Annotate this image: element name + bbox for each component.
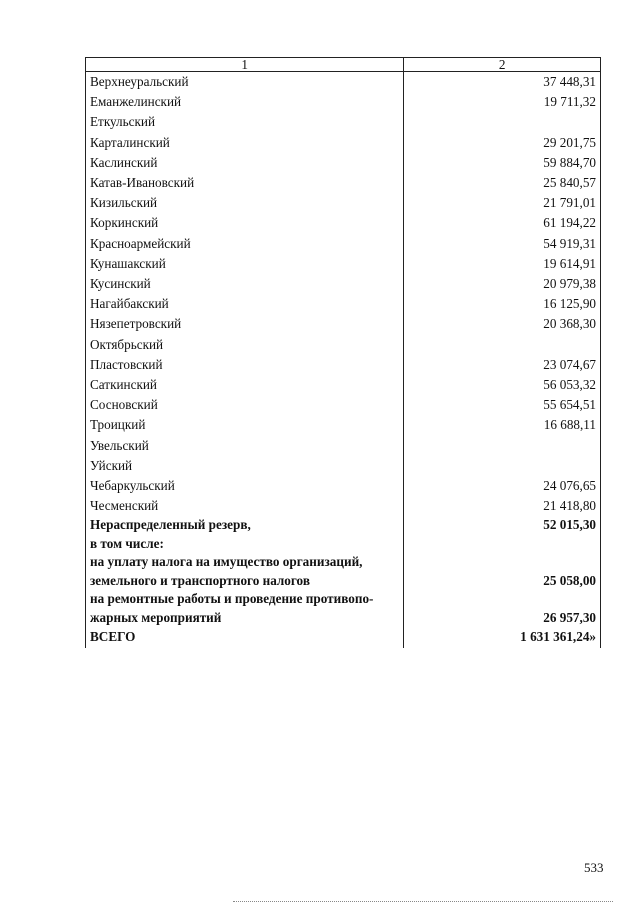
table-row — [86, 173, 601, 193]
table-row — [86, 153, 601, 173]
tax-row-line1 — [86, 553, 601, 572]
table-row — [86, 314, 601, 334]
total-value: 1 631 361,24» — [404, 627, 601, 647]
reserve-subheading: в том числе: — [86, 535, 404, 554]
district-value: 54 919,31 — [404, 234, 601, 254]
repair-value: 26 957,30 — [404, 609, 601, 628]
total-label: ВСЕГО — [86, 627, 404, 647]
table-row — [86, 92, 601, 112]
district-name: Пластовский — [86, 355, 404, 375]
repair-row-line1 — [86, 590, 601, 609]
column-header-1: 1 — [86, 58, 404, 72]
district-name: Саткинский — [86, 375, 404, 395]
district-value — [404, 112, 601, 132]
table-row — [86, 274, 601, 294]
tax-value: 25 058,00 — [404, 572, 601, 591]
district-name: Сосновский — [86, 395, 404, 415]
district-value: 20 979,38 — [404, 274, 601, 294]
district-value: 19 711,32 — [404, 92, 601, 112]
reserve-value: 52 015,30 — [404, 516, 601, 535]
district-name: Нагайбакский — [86, 294, 404, 314]
total-row — [86, 627, 601, 647]
district-value: 55 654,51 — [404, 395, 601, 415]
district-name: Каслинский — [86, 153, 404, 173]
table-row — [86, 72, 601, 93]
repair-label-line1: на ремонтные работы и проведение противопо- — [86, 590, 404, 609]
table-row — [86, 456, 601, 476]
table-body — [86, 72, 601, 648]
table-row — [86, 335, 601, 355]
district-name: Уйский — [86, 456, 404, 476]
district-name: Нязепетровский — [86, 314, 404, 334]
district-value: 19 614,91 — [404, 254, 601, 274]
district-value: 24 076,65 — [404, 476, 601, 496]
reserve-row — [86, 516, 601, 535]
table-row — [86, 193, 601, 213]
table-row — [86, 395, 601, 415]
district-value: 21 418,80 — [404, 496, 601, 516]
district-value: 37 448,31 — [404, 72, 601, 93]
tax-label-line2: земельного и транспортного налогов — [86, 572, 404, 591]
table-row — [86, 213, 601, 233]
table-row — [86, 436, 601, 456]
district-name: Октябрьский — [86, 335, 404, 355]
budget-table — [85, 57, 601, 648]
repair-label-line2: жарных мероприятий — [86, 609, 404, 628]
district-value: 21 791,01 — [404, 193, 601, 213]
district-name: Верхнеуральский — [86, 72, 404, 93]
table-row — [86, 375, 601, 395]
table-row — [86, 476, 601, 496]
district-name: Кунашакский — [86, 254, 404, 274]
district-name: Кизильский — [86, 193, 404, 213]
tax-label-line1: на уплату налога на имущество организаций, — [86, 553, 404, 572]
district-name: Красноармейский — [86, 234, 404, 254]
district-name: Еманжелинский — [86, 92, 404, 112]
table-row — [86, 415, 601, 435]
district-value: 16 688,11 — [404, 415, 601, 435]
district-name: Чесменский — [86, 496, 404, 516]
district-name: Коркинский — [86, 213, 404, 233]
district-name: Троицкий — [86, 415, 404, 435]
column-header-2: 2 — [404, 58, 601, 72]
table-row — [86, 254, 601, 274]
district-value — [404, 335, 601, 355]
district-value — [404, 436, 601, 456]
district-value: 16 125,90 — [404, 294, 601, 314]
tax-row-line2 — [86, 572, 601, 591]
district-name: Катав-Ивановский — [86, 173, 404, 193]
district-value: 61 194,22 — [404, 213, 601, 233]
district-value — [404, 456, 601, 476]
table-row — [86, 355, 601, 375]
district-name: Карталинский — [86, 133, 404, 153]
table-row — [86, 112, 601, 132]
district-value: 29 201,75 — [404, 133, 601, 153]
district-name: Еткульский — [86, 112, 404, 132]
page-number: 533 — [584, 860, 604, 875]
district-value: 20 368,30 — [404, 314, 601, 334]
reserve-label: Нераспределенный резерв, — [86, 516, 404, 535]
district-value: 25 840,57 — [404, 173, 601, 193]
footer-divider — [233, 901, 613, 902]
district-value: 23 074,67 — [404, 355, 601, 375]
table-row — [86, 294, 601, 314]
district-value: 59 884,70 — [404, 153, 601, 173]
table-row — [86, 496, 601, 516]
district-name: Чебаркульский — [86, 476, 404, 496]
reserve-subheading-row — [86, 535, 601, 554]
table-header-row — [86, 58, 601, 72]
district-name: Увельский — [86, 436, 404, 456]
district-value: 56 053,32 — [404, 375, 601, 395]
table-row — [86, 133, 601, 153]
table-row — [86, 234, 601, 254]
repair-row-line2 — [86, 609, 601, 628]
district-name: Кусинский — [86, 274, 404, 294]
